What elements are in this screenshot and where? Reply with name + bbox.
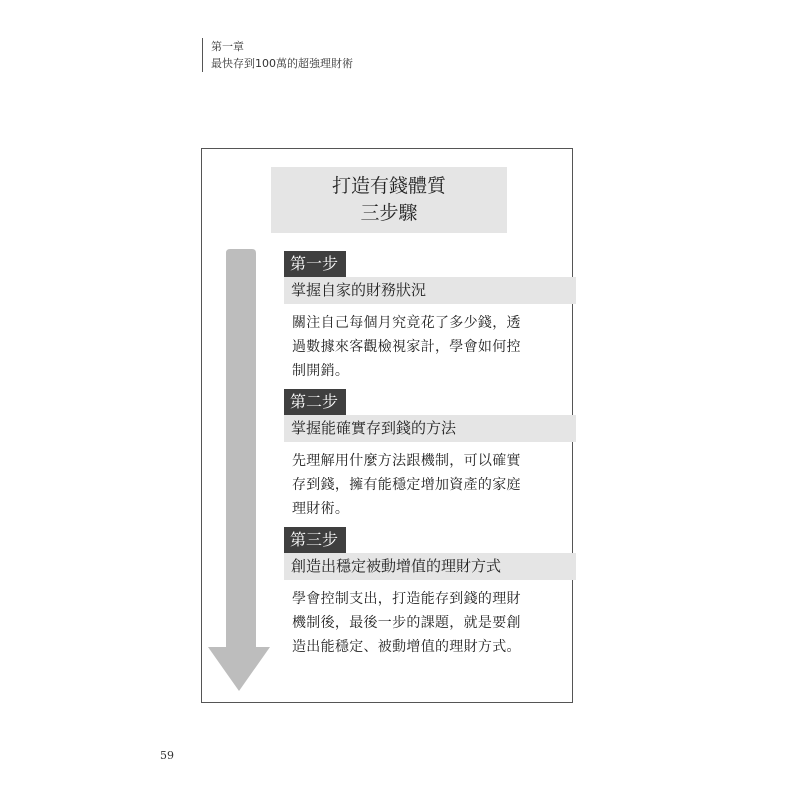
step-3 [284, 527, 576, 659]
step-2-label: 第二步 [284, 389, 346, 415]
step-3-line: 造出能穩定、被動增值的理財方式。 [292, 639, 521, 655]
step-1-body [284, 304, 576, 383]
step-2-line: 先理解用什麼方法跟機制，可以確實 [292, 453, 521, 469]
step-3-line: 機制後，最後一步的課題，就是要創 [292, 615, 521, 631]
step-3-label: 第三步 [284, 527, 346, 553]
box-title-line-1: 打造有錢體質 [331, 175, 446, 197]
step-2-line: 存到錢，擁有能穩定增加資產的家庭 [292, 477, 521, 493]
step-1-line: 關注自己每個月究竟花了多少錢，透 [292, 315, 521, 331]
step-1 [284, 251, 576, 383]
step-1-line: 過數據來客觀檢視家計，學會如何控 [292, 339, 521, 355]
chapter-label: 第一章 [211, 40, 244, 53]
step-2-line: 理財術。 [292, 501, 350, 517]
step-1-label: 第一步 [284, 251, 346, 277]
steps-box [201, 148, 573, 703]
down-arrow-icon [207, 249, 271, 691]
step-1-heading: 掌握自家的財務狀況 [284, 277, 576, 304]
step-3-body [284, 580, 576, 659]
chapter-header [202, 38, 353, 72]
step-2 [284, 389, 576, 521]
step-2-body [284, 442, 576, 521]
page-number: 59 [160, 749, 174, 762]
step-3-line: 學會控制支出，打造能存到錢的理財 [292, 591, 521, 607]
box-title [271, 167, 507, 233]
box-title-line-2: 三步驟 [360, 202, 418, 224]
chapter-title: 最快存到100萬的超強理財術 [211, 57, 353, 70]
step-1-line: 制開銷。 [292, 363, 350, 379]
step-3-heading: 創造出穩定被動增值的理財方式 [284, 553, 576, 580]
step-2-heading: 掌握能確實存到錢的方法 [284, 415, 576, 442]
